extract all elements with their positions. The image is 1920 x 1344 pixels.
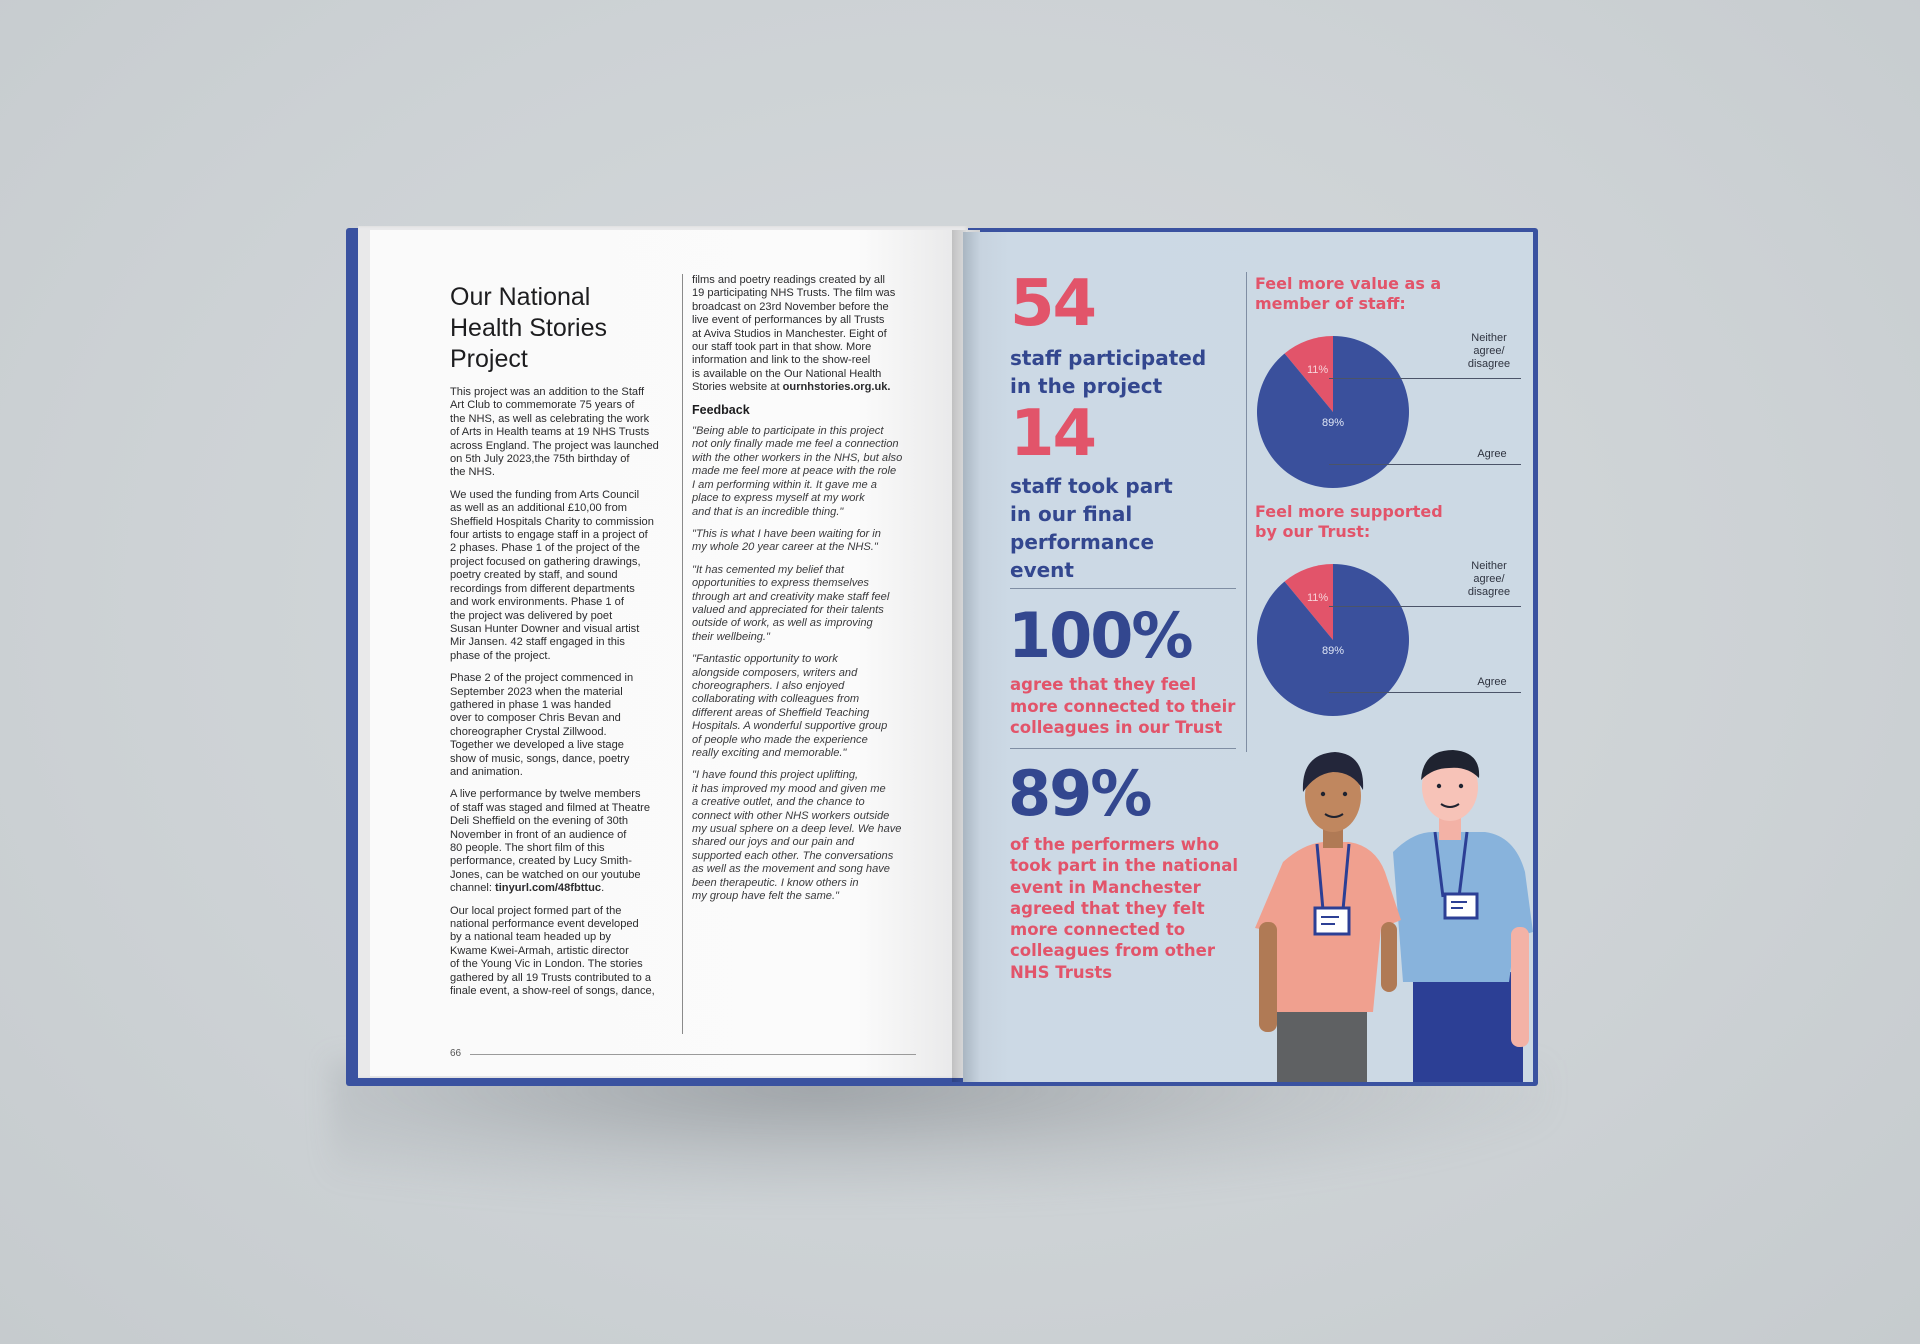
text-column-2 [692,274,912,912]
stat-text: agree that they feel more connected to their colleagues in our Trust [1010,675,1236,737]
man-figure [1393,750,1533,1082]
divider [1010,748,1236,749]
stat-text: of the performers who took part in the national event in Manchester agreed that they felt more connected to colleagues from other NHS Trusts [1010,835,1239,982]
page-number: 66 [450,1048,462,1059]
leader-line [1329,464,1521,465]
paragraph: We used the funding from Arts Council as well as an additional £10,00 from Sheffield Hospitals Charity to commission four artists to engage staff in a project of 2 phases. Phase 1 of the project of the project focused on gathering drawings, poetry created by staff, and sound recordings from different departments and work environments. Phase 1 of the project was delivered by poet Susan Hunter Downer and visual artist Mir Jansen. 42 staff engaged in this phase of the project. [450,488,654,662]
open-brochure [346,224,1538,1086]
pie-chart-support [1253,560,1413,720]
website-link[interactable]: ournhstories.org.uk. [782,381,891,394]
leader-line [1329,692,1521,693]
paragraph-text: films and poetry readings created by all 19 participating NHS Trusts. The film was broadcast on 23rd November before the live event of performances by all Trusts at Aviva Studios in Manchester. Eight of our staff took part in that show. More information and link to the show-reel is available on the Our National Health Stories website at [692,274,896,394]
divider [1010,588,1236,589]
stat-text: staff took part in our final performance event [1010,474,1173,582]
legend-label: Neither agree/ disagree [1467,332,1511,370]
quote: "It has cemented my belief that opportunities to express themselves through art and creativity make staff feel valued and appreciated for their talents outside of work, as well as improving their wellbeing." [692,563,890,643]
feedback-heading: Feedback [692,402,750,417]
paragraph-end: . [601,882,605,895]
pie-value-label: 89% [1321,645,1345,657]
stat-number-100: 100% [1008,599,1192,672]
pie-value-label: 89% [1321,417,1345,429]
chart-title: Feel more supported by our Trust: [1255,502,1443,541]
legend-label: Agree [1477,448,1507,460]
legend-label: Neither agree/ disagree [1467,560,1511,598]
youtube-link[interactable]: tinyurl.com/48fbttuc [495,882,602,895]
pie-slice-1 [1257,336,1409,488]
stat-number-14: 14 [1010,397,1096,471]
page-title: Our National Health Stories Project [450,283,608,373]
column-divider [1246,272,1247,752]
woman-figure [1255,752,1401,1082]
quote: "Being able to participate in this project not only finally made me feel a connection with the other workers in the NHS, but also made me feel more at peace with the role I am performing within it. It gave me a place to express myself at my work and that is an incredible thing." [692,425,903,518]
quote: "This is what I have been waiting for in my whole 20 year career at the NHS." [692,527,881,554]
text-column-1 [450,386,665,1007]
left-page [370,230,980,1076]
quote: "Fantastic opportunity to work alongside composers, writers and choreographers. I also enjoyed collaborating with colleagues from different areas of Sheffield Teaching Hospitals. A wonderful supportive group of people who made the experience really exciting and memorable." [692,653,888,759]
paragraph: Our local project formed part of the national performance event developed by a national team headed up by Kwame Kwei-Armah, artistic director of the Young Vic in London. The stories gathered by all 19 Trusts contributed to a finale event, a show-reel of songs, dance, [450,904,655,998]
chart-title: Feel more value as a member of staff: [1255,274,1442,313]
column-divider [682,274,683,1034]
stat-text: staff participated in the project [1010,346,1207,398]
pie-slice-1 [1257,564,1409,716]
pie-chart-value [1253,332,1413,492]
paragraph-text: A live performance by twelve members of staff was staged and filmed at Theatre Deli Sheffield on the evening of 30th November in front of an audience of 80 people. The short film of this performance, created by Lucy Smith- Jones, can be watched on our youtube channel: [450,788,651,895]
legend-label: Agree [1477,676,1507,688]
leader-line [1329,378,1521,379]
stat-number-89: 89% [1008,757,1151,830]
pie-value-label: 11% [1306,364,1329,377]
footer-rule [470,1054,916,1055]
paragraph: This project was an addition to the Staff Art Club to commemorate 75 years of the NHS, as well as celebrating the work of Arts in Health teams at 19 NHS Trusts across England. The project was launched on 5th July 2023,the 75th birthday of the NHS. [450,386,659,479]
pie-value-label: 11% [1306,592,1329,605]
right-page [963,232,1533,1082]
paragraph [450,788,665,895]
stat-number-54: 54 [1010,267,1096,341]
quote: "I have found this project uplifting, it has improved my mood and given me a creative outlet, and the chance to connect with other NHS workers outside my usual sphere on a deep level. We have shared our joys and our pain and supported each other. The conversations as well as the movement and song have been therapeutic. I know others in my group have felt the same." [692,769,902,903]
staff-illustration [1253,732,1533,1082]
paragraph [692,274,912,395]
paragraph: Phase 2 of the project commenced in September 2023 when the material gathered in phase 1 was handed over to composer Chris Bevan and choreographer Crystal Zillwood. Together we developed a live stage show of music, songs, dance, poetry and animation. [450,672,634,778]
leader-line [1329,606,1521,607]
